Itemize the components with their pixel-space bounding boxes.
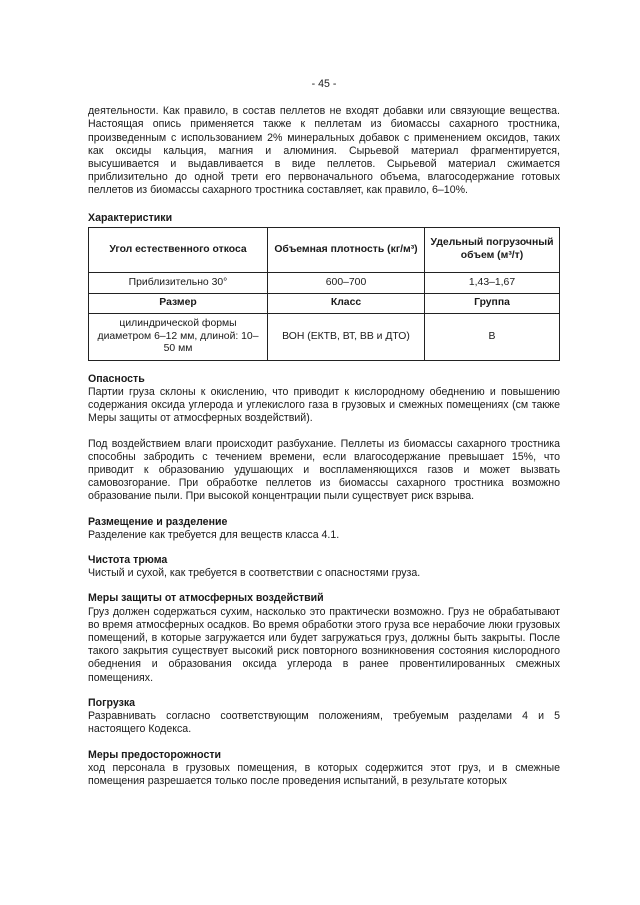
section-paragraph: Разравнивать согласно соответствующим положениям, требуемым разделами 4 и 5 настоящего Кодекса.	[88, 710, 560, 736]
cell-angle: Приблизительно 30°	[89, 272, 268, 293]
cell-size: цилиндрической формы диаметром 6–12 мм, длиной: 10–50 мм	[89, 313, 268, 360]
section-hold-cleanliness	[88, 554, 560, 580]
page-number: - 45 -	[311, 78, 337, 90]
cell-density: 600–700	[268, 272, 425, 293]
section-paragraph: Партии груза склоны к окислению, что приводит к кислородному обеднению и повышению содержания оксида углерода и углекислого газа в грузовых и смежных помещениях (см также Меры защиты от атмосферных воздействий).	[88, 386, 560, 425]
section-heading: Чистота трюма	[88, 554, 168, 567]
header-density: Объемная плотность (кг/м³)	[268, 227, 425, 272]
cell-stowage-factor: 1,43–1,67	[425, 272, 560, 293]
section-stowage	[88, 516, 560, 542]
cell-class: ВОН (ЕКТВ, ВТ, ВВ и ДТО)	[268, 313, 425, 360]
section-weather	[88, 592, 560, 684]
cell-group: B	[425, 313, 560, 360]
section-precautions	[88, 749, 560, 789]
section-loading	[88, 697, 560, 737]
header-group: Группа	[425, 293, 560, 313]
section-paragraph: ход персонала в грузовых помещения, в которых содержится этот груз, и в смежные помещения разрешается только после проведения испытаний, в результате которых	[88, 761, 560, 787]
table-header-row	[89, 227, 560, 272]
table-row	[89, 272, 560, 293]
header-angle: Угол естественного откоса	[89, 227, 268, 272]
section-paragraph: Разделение как требуется для веществ класса 4.1.	[88, 528, 340, 541]
characteristics-table	[88, 227, 560, 361]
section-heading: Размещение и разделение	[88, 515, 228, 528]
section-heading: Опасность	[88, 372, 145, 385]
section-heading: Погрузка	[88, 696, 136, 709]
section-heading: Меры защиты от атмосферных воздействий	[88, 592, 324, 605]
table-row	[89, 313, 560, 360]
header-stowage-factor: Удельный погрузочный объем (м³/т)	[425, 227, 560, 272]
section-paragraph: Под воздействием влаги происходит разбухание. Пеллеты из биомассы сахарного тростника способны забродить с течением времени, если влагосодержание превышает 15%, что приводит к образованию удушающих и воспламеняющихся газов и может вызвать самовозгорание. При обработке пеллетов из биомассы сахарного тростника возможно образование пыли. При высокой концентрации пыли существует риск взрыва.	[88, 437, 560, 503]
intro-paragraph: деятельности. Как правило, в состав пеллетов не входят добавки или связующие вещества. Настоящая опись применяется также к пеллетам из биомассы сахарного тростника, произведенным с использованием 2% минеральных добавок с применением оксидов, таких как оксиды кальция, магния и алюминия. Сырьевой материал фрагментируется, высушивается и выдавливается в виде пеллетов. Сырьевой материал сжимается приблизительно до одной трети его первоначального объема, влагосодержание готовых пеллетов из биомассы сахарного тростника составляет, как правило, 6–10%.	[88, 105, 560, 197]
section-danger	[88, 373, 560, 504]
section-heading: Меры предосторожности	[88, 748, 222, 761]
document-page	[88, 78, 560, 788]
section-paragraph: Чистый и сухой, как требуется в соответствии с опасностями груза.	[88, 567, 421, 580]
header-size: Размер	[89, 293, 268, 313]
section-paragraph: Груз должен содержаться сухим, насколько это практически возможно. Груз не обрабатывают во время атмосферных осадков. Во время обработки этого груза все нерабочие люки грузовых помещений, в которые загружается или будет загружаться груз, должны быть закрыты. После такого закрытия существует высокий риск повторного возникновения состояния кислородного обеднения и образования оксида углерода в ранее провентилированных смежных помещениях.	[88, 605, 560, 684]
table-title: Характеристики	[88, 211, 173, 224]
table-header-row	[89, 293, 560, 313]
header-class: Класс	[268, 293, 425, 313]
